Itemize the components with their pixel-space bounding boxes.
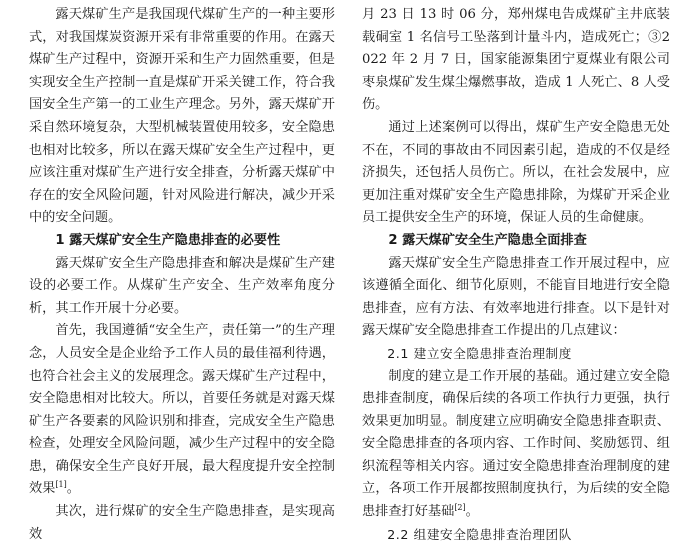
section-1-paragraph-3: 其次，进行煤矿的安全生产隐患排查，是实现高效 — [29, 504, 335, 542]
section-2-heading: 2 露天煤矿安全生产隐患全面排查 — [388, 232, 587, 248]
section-1-heading: 1 露天煤矿安全生产隐患排查的必要性 — [55, 232, 281, 248]
right-column — [362, 4, 670, 546]
analysis-paragraph: 通过上述案例可以得出，煤矿生产安全隐患无处不在，不同的事故由不同因素引起，造成的不仅是经济损失，还包括人员伤亡。所以，在社会发展中，应更加注重对煤矿安全生产隐患排除，为煤矿开采企业员工提供安全生产的环境，保证人员的生命健康。 — [362, 119, 670, 226]
left-column — [29, 4, 335, 546]
paragraph-text: 制度的建立是工作开展的基础。通过建立安全隐患排查制度，确保后续的各项工作执行力更强，执行效果更加明显。制度建立应明确安全隐患排查职责、安全隐患排查的各项内容、工作时间、奖励惩罚、组织流程等相关内容。通过安全隐患排查治理制度的建立，各项工作开展都按照制度执行，为后续的安全隐患排查打好基础 — [362, 368, 670, 520]
subsection-2-1-paragraph — [362, 366, 670, 524]
continuation-paragraph: 月 23 日 13 时 06 分，郑州煤电告成煤矿主井底装载硐室 1 名信号工坠落到计量斗内，造成死亡；③2022 年 2 月 7 日，国家能源集团宁夏煤业有限公司枣泉煤矿发生煤尘爆燃事故，造成 1 人死亡、8 人受伤。 — [362, 7, 670, 113]
intro-paragraph: 露天煤矿生产是我国现代煤矿生产的一种主要形式，对我国煤炭资源开采有非常重要的作用。在露天煤矿生产过程中，资源开采和生产力固然重要，但是实现安全生产控制一直是煤矿开采关键工作，符合我国安全生产第一的工业生产理念。另外，露天煤矿开采自然环境复杂，大型机械装置使用较多，安全隐患也相对比较多，所以在露天煤矿安全生产过程中，更应该注重对煤矿生产进行安全排查，分析露天煤矿中存在的安全风险问题，针对风险进行解决，减少开采中的安全问题。 — [29, 7, 335, 226]
paragraph-end: 。 — [465, 504, 479, 520]
section-2-paragraph: 露天煤矿安全生产隐患排查工作开展过程中，应该遵循全面化、细节化原则，不能盲目地进行安全隐患排查，应有方法、有效率地进行排查。以下是针对露天煤矿安全隐患排查工作提出的几点建议： — [362, 255, 670, 339]
paragraph-text: 首先，我国遵循“安全生产，责任第一”的生产理念，人员安全是企业给予工作人员的最佳福利待遇，也符合社会主义的发展理念。露天煤矿生产过程中，安全隐患相对比较大。所以，首要任务就是对露天煤矿生产各要素的风险识别和排查，完成安全生产隐患检查，处理安全风险问题，减少生产过程中的安全隐患，确保安全生产良好开展，最大程度提升安全控制效果 — [29, 323, 335, 497]
citation-marker: [2] — [454, 503, 466, 513]
paragraph-end: 。 — [66, 481, 80, 497]
section-1-paragraph-1: 露天煤矿安全生产隐患排查和解决是煤矿生产建设的必要工作。从煤矿生产安全、生产效率角度分析，其工作开展十分必要。 — [29, 255, 335, 316]
citation-marker: [1] — [55, 480, 67, 490]
section-1-paragraph-2 — [29, 320, 335, 501]
subsection-2-2-heading: 2.2 组建安全隐患排查治理团队 — [387, 526, 572, 542]
subsection-2-1-heading: 2.1 建立安全隐患排查治理制度 — [387, 345, 572, 361]
